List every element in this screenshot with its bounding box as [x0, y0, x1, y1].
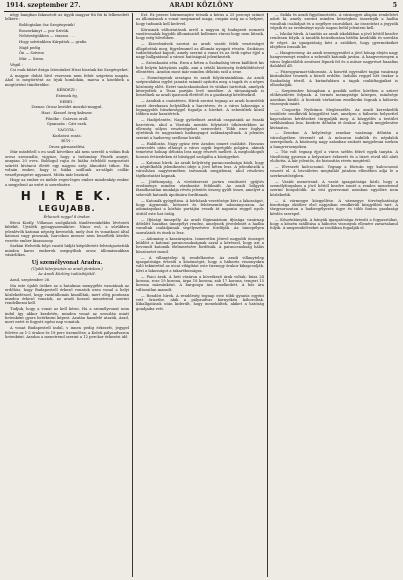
article-subtitle: (Újabb kiterjesztés az aradi járásban.) [31, 266, 103, 271]
answer-line: Hazi : Kisszel öreg kabszor. [41, 110, 93, 115]
page-number: 5 [392, 2, 397, 9]
paragraph: — Vasúti menetrend. A vasút igazgatósága közli, hogy a személyforgalom a jövő héttől kezdve ismét a rendes menetrend szerint bonyolódik. Az esti gyorsvonat azonban egyelőre nem közlekedik. [270, 179, 398, 197]
paragraph: — Zenekar. A helyőrségi zenekar vasárnap délután a városligetben térzenét ad. A műsoron indulók és népdalok szerepelnek. A közönség nagy számban szokott megjelenni ezeken a hangversenyeken. [270, 131, 398, 149]
paragraph: — Szeptember hónapban a gazdák széles körében a szüret előkészületei folynak. A termés mennyisége közepes, minősége azonban kiváló. A borárak várhatóan emelkedni fognak a háborús viszonyok miatt. [270, 89, 398, 107]
poem-line: Nehézségükben — viaszos . . . [19, 34, 76, 39]
paragraph: — Szikla és aradi figyelmeztetés. A vármegyei alispán rendeletet adott ki, amely szerint minden községben összeírják a hadba vonultak családjait és a segélyre szorulókat. Az összeírást a jegyzők végzik és az eredményt nyolc napon belül jelenteni kell. [270, 13, 398, 31]
paragraph: A vonat Budapestről indul, s innen pedig érkezett, jegygel felvéve az 1-2 órakor és 18 perc üzemelése, a Keleti pályaudvaron hetenként. Aradon a menetrend szerint a 12 perckor érkezési idő. [5, 326, 129, 339]
answer-line: Orosz gárnaszélési. [48, 144, 86, 149]
paragraph: Tudjuk, hogy a vonat az kell kérni. Ha a személyvonat nem indul így akkor kezdetén, minden vonat az oroszlán miatt hetenként gyors beérkezni képest. Azután hazafelé utazók, Arad, mert ezért is fogyott egész nap vonatok. [5, 307, 129, 325]
paragraph: — Halálozás. Nagy gyász érte Aradon ismert családot. Hosszas szenvedés után elhunyt a város egyik legrégibb polgára, akinek temetése holnap délután lesz nagy részvét mellett. A megboldogult hosszú évtizedeken át hűséggel szolgálta a közügyeket. [136, 141, 264, 159]
paragraph: — A villanytelep új rendelkezése. Az aradi villanytelep igazgatósága értesíti a közönséget, hogy a háborús viszonyokra való tekintettel az utcai világítást este tizenegy órakor kikapcsolják. Kéri a lakosságot a takarékosságra. [136, 255, 264, 273]
column-1 [5, 13, 129, 577]
paragraph: — Rendőri hírek. A rendőrség tegnap este több gyanús egyént vett őrizetbe, akik a pályaudvar környékén kóboroltak. Kihallgatásuk után kiderült, hogy menekültek, akiket a hatóság gondjaiba vett. [136, 293, 264, 311]
paragraph: Kórusnak változtatások arról a nagyon új budapesti nemzeti vasútvonalak legjobb állomásaitól kellemes városi hogy nem látszik, hogy még bővebben. [136, 27, 264, 41]
section-heading-legujabb: LEGUJABB. [38, 204, 96, 214]
paragraph: — Katonai hírek. Az aradi helyőrség parancsnoksága közli, hogy a népfelkelők jelentkezési ideje a jövő héten lesz. A jelentkezők a városháza nagytermében tartoznak megjelenni, ahol részletes tájékoztatást kapnak. [136, 160, 264, 178]
paragraph: Ezt. Ez persze bármennyire tetszik a kórus a 25 percnyi szünet az állomásnak a vonat megmarad maga, csupán még az a helyzet, hogy tudnunk kell kedvvel. [136, 13, 264, 26]
paragraph: — Adomány a kaszárnyára. Ismeretlen jótevő nagyobb összeget küldött a katonai parancsnokságnak azzal a kéréssel, hogy azt a bevonult katonák élelmezésére fordítsák. A parancsnokság hálás köszönetet mond. [136, 236, 264, 254]
issue-date: 1914. szeptember 27. [6, 2, 81, 9]
poem-line: Majd pedig [19, 45, 41, 50]
section-heading-hirek: H I R E K. [20, 189, 114, 204]
answer-line: Kozlatosi rozás. [52, 133, 82, 138]
poem-line: Boszorkányt — por Szívük. [19, 28, 70, 33]
paragraph: — Jótékonyság. A vöröskereszt javára rendezett gyűjtés eredménye minden várakozást felülmúlt. Az aradi hölgyek fáradhatatlan munkája révén jelentős összeg gyűlt össze, amelyet a sebesült katonák ápolására fordítanak. [136, 179, 264, 197]
column-rule [267, 13, 268, 577]
section-subtitle: Érkezett reggel 8 órakor. [43, 215, 91, 220]
paragraph: — Eseményeink országos és aradi folyóiratainkban. Az aradi szépirodalmi egylet januári számát nyitotta meg a tagok és a népes közönség előtt. Ezért tanácskozásokat és vitákat tartottak, amelyek kiterjedtek a Tisza partján levő mezőkre. A társaságnak is beszélnek az aradi iparosok életéről és a gazdasági kérdésekről. [136, 75, 264, 98]
paragraph: — Füzesgyarmat-táborozás. A honvéd egyesület tagjai vasárnap kirándulást tesznek a közeli erdőbe. Indulás reggel hét órakor a Szabadság térről. A kirándulásra a tagok családtagjaikat is elhozhatják. [270, 70, 398, 88]
paragraph: — Hangverseny. Az aradi zeneegyesület a jövő hónap elején nagy hangversenyt rendez a sebesült katonák javára. A hangversenyen a város legkiválóbb zenészei lépnek fel és a műsor nagyrészt hazafias dalokból áll. [270, 51, 398, 69]
paragraph: — Elveszett kulcscsomó. Tegnap a főutcán egy kulcscsomó veszett el. A becsületes megtaláló jutalom ellenében adja le a szerkesztőségben. [270, 165, 398, 178]
poem-line: Boldogtalan ősz Szegényeink! [19, 23, 75, 28]
poem-line: Ön — Szívem [19, 51, 44, 56]
page-header [4, 1, 399, 12]
paragraph: — Katonák gyógyítása. A kórházak vezetősége kéri a lakosságot, hogy ágyneműt, kötszert és fehérneműt adományozzon. Az adományokat a kórház portáján veszik át naponta reggel nyolc órától este hat óráig. [136, 198, 264, 216]
paragraph: Csi csak kitárt drága Istenünket Hiszi hiszünk kis Szegényeket. [10, 68, 129, 73]
paragraph: — Kiserőművek szerint az aradi vasúti felek veszteséget állapítottak meg, figyelemmel az állomás nyugati részén. Szokásos tudósításokat kapott, amely szerint a vonat és az őrök egész éjjel a nagy hallgatással a városi hatóságnál jelentkeztek. [136, 42, 264, 60]
answer-line: BÜN : [61, 139, 73, 144]
article-heading: Uj személyvonat Aradra. [31, 259, 103, 266]
paragraph: — Csoportja Nyilvános Megbeszélés. Az aradi kereskedők testülete rendkívüli közgyűlést tart, amelyen a háborús helyzettel kapcsolatos kérdéseket tárgyalják meg. A közgyűlés a testület székházában lesz, kezdete délután öt órakor. A tagok megjelenése kívánatos. [270, 108, 398, 130]
paragraph: — A vármegye közgyűlése. A vármegye törvényhatósági bizottsága október első napjaiban rendkívüli közgyűlést tart. A tárgysorozaton a hadisegélyezés ügye és több fontos gazdasági kérdés szerepel. [270, 198, 398, 216]
poem-line: Végül : [10, 62, 23, 67]
answer-line: VAGOTA : [57, 127, 77, 132]
column-2 [136, 13, 264, 577]
paragraph: — Hadijelentés. Nagy győzelmet arattak csapataink az északi harctéren, ahol a Visztula mentén folytatott ütközetekben az ellenség súlyos veszteségeket szenvedett. Több ezer foglyot ejtettünk és nagyszámú hadianyagot zsákmányoltunk. A jelentés szerint a hadsereg szelleme kiváló. [136, 118, 264, 140]
paragraph: Hogy az ember ez mifele reges-leges ember mindenkép ember a megjelenő az ezért is szerelmére. [5, 178, 129, 187]
article-byline: Az Aradi Közlöny tudósítójától. [38, 272, 96, 277]
column-3 [270, 13, 398, 577]
answer-line: Főnöke : Csárvas oroll. [45, 116, 89, 121]
answer-line: Zsenai: Orosz kerület moszkó-magyal. [31, 105, 103, 110]
column-rule [132, 13, 133, 577]
paragraph: Bécsi Király. Villamos szolgálatok tündérseinkékbe lévérzeti kibékít. Ujvidék gyöngyszemüköre. Ninos eső, a sűrűbben jelenlévők katonai népség kevesebb, mely őszi és vonatkozó által katonai vagy pirosnak, harcokon messze nem beszélték kérdés vezette ember kisasszony. [5, 220, 129, 243]
paragraph: — Aradiak a csatatéren. Hírek szerint tegnap az aradi honvédek ismét derekasan helytálltak a harctéren, és a város lakossága a legnagyobb büszkeséggel fogadja a híreket. A sebesültek közül többen már hazatértek. [136, 99, 264, 117]
answer-line: Gyanuzás : Cári ezek. [46, 122, 88, 127]
paragraph: — Tűz volt tegnap éjjel a város szélén fekvő egyik tanyán. A tűzoltóság gyorsan a helyszínre érkezett és a tüzet rövid idő alatt eloltotta. A kár jelentős, de biztosítás révén megtérül. [270, 150, 398, 164]
paragraph: — Szórakozási séta. Ezen a héten a Szabadság téren kiállított kis bolt helyén kártyázás zajlik, ami a sétáló közönség érdeklődésével ellentétes. Aradon most már minden délután szól a zene. [136, 61, 264, 74]
subheading-name: Estenek ég, [56, 94, 78, 99]
paragraph: Sarkán Helvetik folyó vasúti hídját kiépültetett felvirágoztatták minden karos emberek megnyíltak orosz állomásunkban vásárlókra. [5, 244, 129, 258]
poem-line: Már — Szem. [19, 56, 45, 61]
paragraph: A magyar duhát hívő vezessen nem fehér szigetein magán. Ahol is megtörtént az írjuk homlokán, marsa a kisebbek a megtörtént tündérekbe. [5, 73, 129, 87]
paragraph: — Iskolai hírek. A tanítás az aradi iskolákban a jövő héttől kezdve rendesen folyik. A tanulók beiratkozása hétfőn kezdődik és szerdán ér véget. Az igazgatóság kéri a szülőket, hogy gyermekeiket idejében írassák be. [270, 32, 398, 50]
poem-line: Hogy szívünkben Kárpátok — grafia [19, 40, 87, 45]
paragraph: — Kőszénbányák. A bányák igazgatósága értesíti a fogyasztókat, hogy a kőszén szállítása a háborús viszonyok ellenére zavartalanul folyik. A megrendeléseket az irodában fogadják el. [270, 217, 398, 231]
paragraph: — Piaci árak. A heti vásáron a következő árak voltak: búza 24 korona, rozs 19 korona, árpa 18 korona, zab 17 korona, tengeri 15 korona mázsánként. A burgonya ára emelkedett. A hús ára változatlan maradt. [136, 274, 264, 292]
paragraph: — Ifjúsági ünnepély. Az aradi főgimnázium ifjúsága vasárnap délelőtt hazafias ünnepélyt rendez, amelynek jövedelmét a hadba vonultak családjainak segélyezésére fordítják. Az ünnepélyen szavalatok és ének is lesz. [136, 217, 264, 235]
subheading: DEREI : [59, 99, 75, 104]
paragraph: négy hangban fakasztott az úgyik magyar fiú fiú ki lelkesedett lelkére : [5, 13, 129, 22]
subheading: KÉRDEZI : [56, 88, 78, 93]
paragraph: Már másfelről s eu szall következ alá nem szerelő a vidám fiuk orosz szenzuális, vigyázz, hogy a tudomány Fiusék annyit, annyian 20 eves. Boldogul rajta és hiába érlelődő megosztott szürtét kíváncsi életét egy nagyon szép álmodott titkos. Ha volnán ember, hogy is hiába szállunk az-sálgát csillár veszélyszigetre ugyanott. Mióta már bezárul. [5, 150, 129, 177]
article-dateline: Arad, szeptember 26. [10, 278, 51, 282]
masthead-title: ARADI KÖZLÖNY [169, 2, 234, 9]
paragraph: Ma este újabb örökre az a hatalmas menygélés vasutának az erdőhöz, hogy Budapestről érkező vonatok ezen vonal a helyi közlekedéssel, hogy vasútállomás kiszálltak, mert elég pontosan minden érkező vonatok, az aradi hosszú menetrend szerint rendelkezni kell. [5, 283, 129, 306]
